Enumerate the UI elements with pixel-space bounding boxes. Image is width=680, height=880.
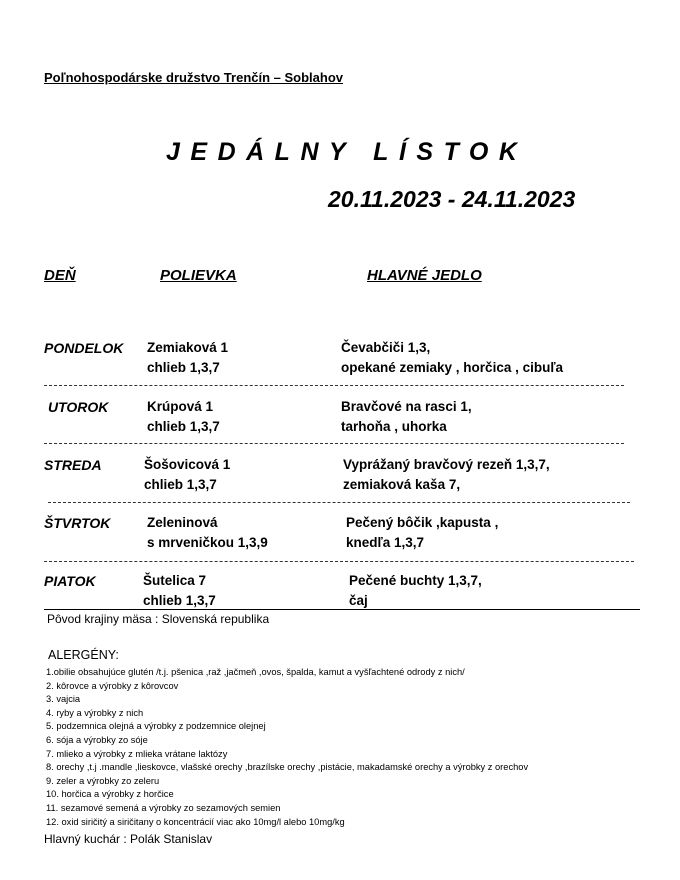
main-line: čaj xyxy=(349,592,368,608)
header-main: HLAVNÉ JEDLO xyxy=(367,267,482,284)
row-divider xyxy=(44,561,634,562)
allergens-list xyxy=(46,666,528,829)
main-thursday xyxy=(346,513,498,552)
soup-line: chlieb 1,3,7 xyxy=(147,359,220,375)
head-chef: Hlavný kuchár : Polák Stanislav xyxy=(44,832,213,846)
organization-name: Poľnohospodárske družstvo Trenčín – Soblahov xyxy=(44,70,344,85)
day-name-monday: PONDELOK xyxy=(44,340,124,356)
main-tuesday xyxy=(341,397,472,436)
soup-tuesday xyxy=(147,397,220,436)
soup-line: Šutelica 7 xyxy=(143,573,207,588)
soup-monday xyxy=(147,338,228,377)
soup-line: chlieb 1,3,7 xyxy=(147,418,220,434)
date-range: 20.11.2023 - 24.11.2023 xyxy=(328,186,576,212)
allergen-item: 10. horčica a výrobky z horčice xyxy=(46,789,174,800)
main-line: Bravčové na rasci 1, xyxy=(341,399,472,414)
soup-thursday xyxy=(147,513,268,552)
meat-origin-note: Pôvod krajiny mäsa : Slovenská republika xyxy=(47,612,270,626)
day-name-wednesday: STREDA xyxy=(44,457,102,473)
allergen-item: 11. sezamové semená a výrobky zo sezamových semien xyxy=(46,802,281,813)
main-line: opekané zemiaky , horčica , cibuľa xyxy=(341,359,564,375)
day-name-friday: PIATOK xyxy=(44,573,96,589)
main-line: Čevabčiči 1,3, xyxy=(341,340,431,355)
row-divider xyxy=(44,443,624,444)
main-line: tarhoňa , uhorka xyxy=(341,418,447,434)
allergen-item: 12. oxid siričitý a siričitany o koncentrácií viac ako 10mg/l alebo 10mg/kg xyxy=(46,816,345,827)
soup-line: Krúpová 1 xyxy=(147,399,214,414)
allergen-item: 4. ryby a výrobky z nich xyxy=(46,707,144,718)
allergen-item: 1.obilie obsahujúce glutén /t.j. pšenica ,raž ,jačmeň ,ovos, špalda, kamut a vyšľachtené odrody z nich/ xyxy=(46,667,465,677)
allergen-item: 6. sója a výrobky zo sóje xyxy=(46,734,148,745)
soup-line: Zemiaková 1 xyxy=(147,340,229,355)
main-monday xyxy=(341,338,563,377)
page-title: JEDÁLNY LÍSTOK xyxy=(166,138,528,166)
allergen-item: 8. orechy ,t.j .mandle ,lieskovce, vlašské orechy ,brazílske orechy ,pistácie, makadamské orechy a výrobky z orechov xyxy=(46,762,529,773)
main-wednesday xyxy=(343,455,550,494)
main-line: Vyprážaný bravčový rezeň 1,3,7, xyxy=(343,457,550,472)
soup-line: s mrveničkou 1,3,9 xyxy=(147,534,268,550)
table-bottom-line xyxy=(44,609,640,610)
header-day: DEŇ xyxy=(44,267,76,284)
row-divider xyxy=(44,385,624,386)
main-line: knedľa 1,3,7 xyxy=(346,534,424,550)
main-line: Pečené buchty 1,3,7, xyxy=(349,573,482,588)
allergen-item: 5. podzemnica olejná a výrobky z podzemnice olejnej xyxy=(46,721,266,732)
day-name-thursday: ŠTVRTOK xyxy=(44,515,111,531)
row-divider xyxy=(48,502,630,503)
soup-line: chlieb 1,3,7 xyxy=(144,476,217,492)
header-soup: POLIEVKA xyxy=(160,267,237,284)
soup-line: chlieb 1,3,7 xyxy=(143,592,216,608)
main-line: zemiaková kaša 7, xyxy=(343,476,461,492)
day-name-tuesday: UTOROK xyxy=(48,399,109,415)
allergen-item: 2. kôrovce a výrobky z kôrovcov xyxy=(46,680,179,691)
main-friday xyxy=(349,571,482,610)
main-line: Pečený bôčik ,kapusta , xyxy=(346,515,499,530)
allergens-title: ALERGÉNY: xyxy=(48,648,119,662)
soup-line: Zeleninová xyxy=(147,515,218,530)
allergen-item: 9. zeler a výrobky zo zeleru xyxy=(46,775,160,786)
soup-friday xyxy=(143,571,216,610)
allergen-item: 7. mlieko a výrobky z mlieka vrátane laktózy xyxy=(46,748,228,759)
soup-wednesday xyxy=(144,455,230,494)
soup-line: Šošovicová 1 xyxy=(144,457,231,472)
allergen-item: 3. vajcia xyxy=(46,694,81,705)
